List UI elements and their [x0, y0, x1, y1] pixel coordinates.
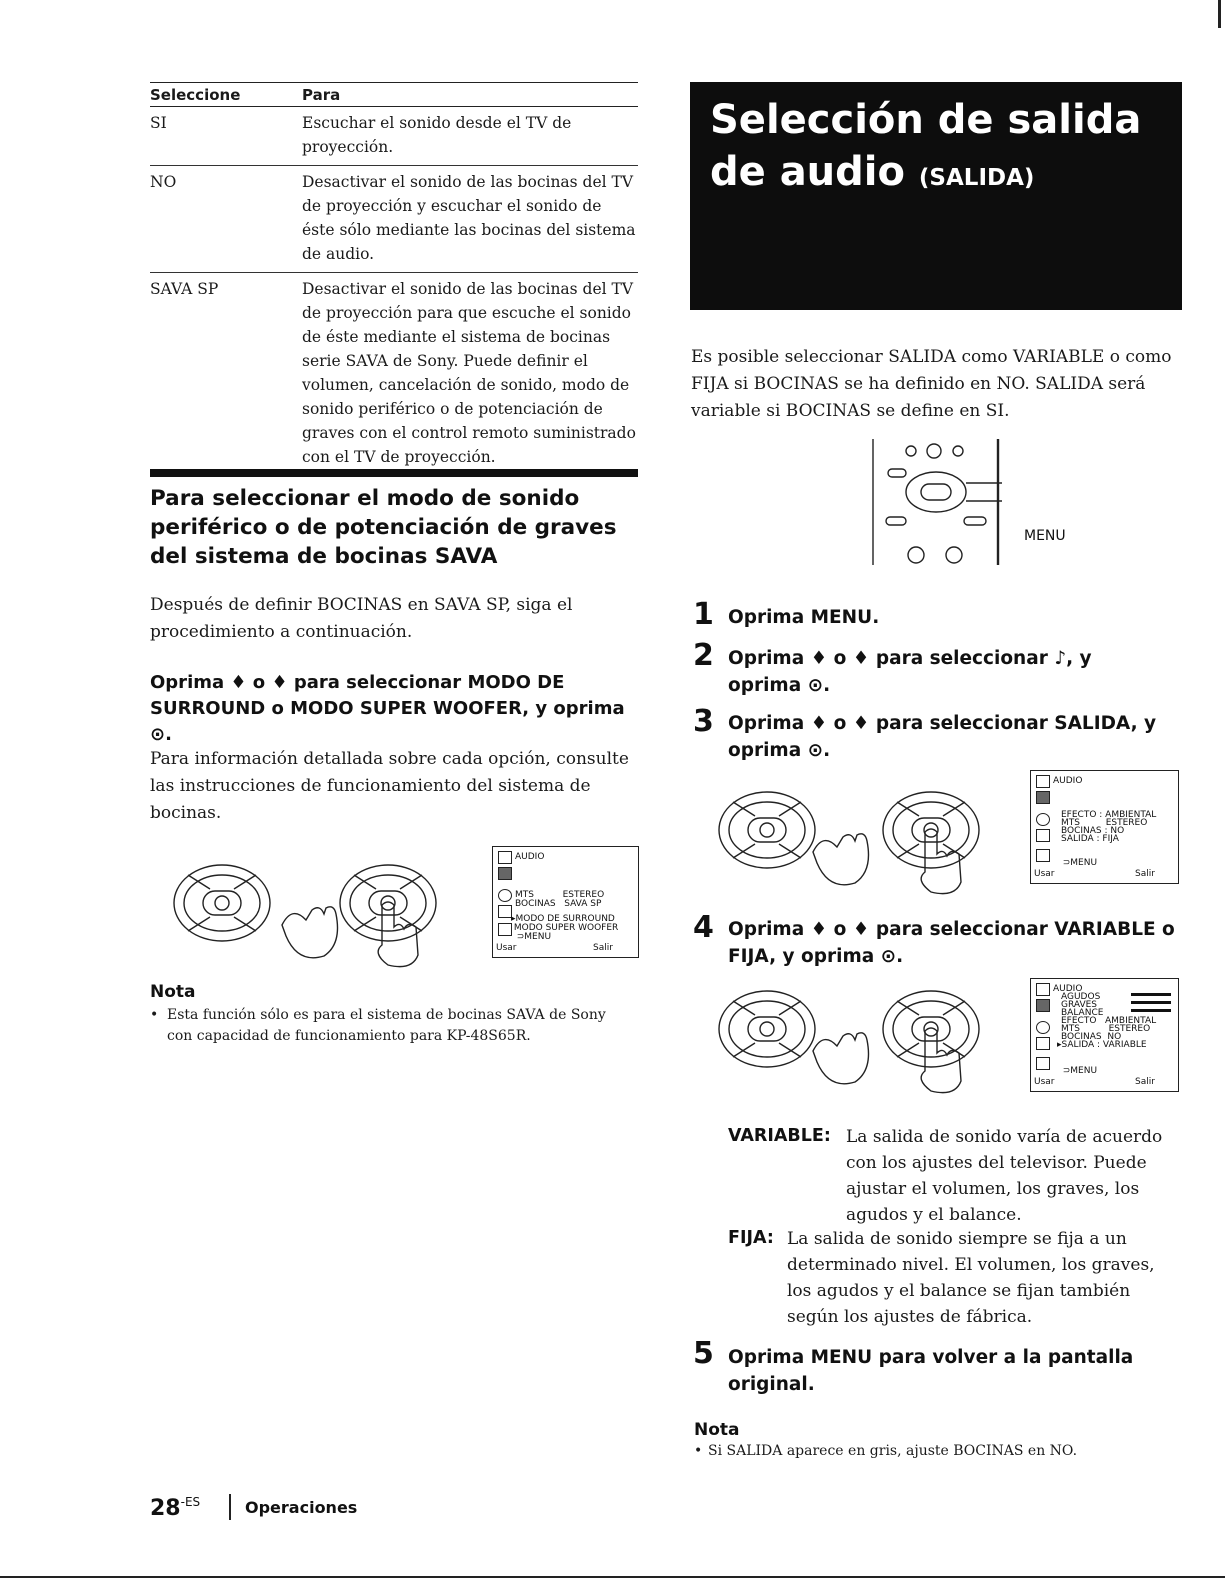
options-table [150, 82, 638, 476]
menu-footer-exit: Salir [1135, 869, 1155, 879]
bullet: • [694, 1443, 703, 1459]
left-intro: Después de definir BOCINAS en SAVA SP, siga el procedimiento a continuación. [150, 595, 573, 642]
row-description: Desactivar el sonido de las bocinas del TV de proyección y escuchar el sonido de éste sólo mediante las bocinas del sistema de audio. [302, 173, 636, 263]
remote-menu-label: MENU [1024, 528, 1066, 544]
menu-title: AUDIO [1053, 984, 1083, 994]
bullet: • [150, 1007, 159, 1023]
step-text: Oprima ♦ o ♦ para seleccionar VARIABLE o FIJA, y oprima ⊙. [728, 919, 1175, 967]
highlight-icon [1036, 999, 1050, 1012]
remote-control-illustration [872, 437, 1002, 567]
menu-line: ⊃MENU [1057, 1066, 1098, 1076]
section-divider [150, 469, 638, 477]
step-text: Oprima MENU para volver a la pantalla original. [728, 1347, 1134, 1395]
audio-menu-icon [498, 851, 512, 864]
step-text: Oprima MENU. [728, 607, 880, 628]
menu-line: ▸SALIDA : VARIABLE [1057, 1040, 1147, 1050]
menu-line: ⊃MENU [511, 932, 552, 942]
menu-line: EFECTO AMBIENTAL [1061, 1016, 1157, 1026]
menu-line: BALANCE [1061, 1008, 1104, 1018]
video-icon [498, 923, 512, 936]
left-note-text: Esta función sólo es para el sistema de bocinas SAVA de Sony con capacidad de funcionamiento para KP-48S65R. [167, 1007, 606, 1044]
table-row [150, 107, 638, 166]
highlight-icon [498, 867, 512, 880]
menu-footer-use: Usar [1034, 1077, 1055, 1087]
menu-footer-use: Usar [496, 943, 517, 953]
row-option: SAVA SP [150, 280, 219, 298]
right-note [694, 1441, 1174, 1462]
level-bar [1131, 1001, 1171, 1004]
remote-joystick-illustration [170, 855, 460, 975]
menu-line: BOCINAS : NO [1061, 826, 1125, 836]
step-number: 4 [693, 910, 714, 945]
edge-mark [1218, 0, 1221, 28]
section-heading: Para seleccionar el modo de sonido periférico o de potenciación de graves del sistema de bocinas SAVA [150, 486, 617, 569]
menu-line: MTS ESTEREO [1061, 818, 1148, 828]
menu-footer-exit: Salir [593, 943, 613, 953]
menu-line: BOCINAS NO [1061, 1032, 1122, 1042]
right-note-text: Si SALIDA aparece en gris, ajuste BOCINAS en NO. [708, 1443, 1078, 1459]
menu-footer-use: Usar [1034, 869, 1055, 879]
menu-line: BOCINAS SAVA SP [515, 899, 602, 909]
table-row [150, 166, 638, 273]
menu-line: ⊃MENU [1057, 858, 1098, 868]
step-number: 5 [693, 1336, 714, 1371]
menu-line: GRAVES [1061, 1000, 1097, 1010]
title-banner [690, 82, 1182, 310]
video-icon [1036, 849, 1050, 862]
def-text: La salida de sonido siempre se fija a un determinado nivel. El volumen, los graves, los agudos y el balance se fijan también según los ajustes de fábrica. [787, 1229, 1155, 1327]
right-note-heading: Nota [694, 1420, 740, 1440]
page-title [710, 94, 1141, 204]
menu-title: AUDIO [1053, 776, 1083, 786]
menu-line: ▸MODO DE SURROUND [511, 914, 615, 924]
timer-icon [1036, 1021, 1050, 1034]
page-number [150, 1496, 200, 1521]
row-option: SI [150, 114, 167, 132]
table-row [150, 273, 638, 476]
menu-line: MTS ESTEREO [515, 890, 605, 900]
highlight-icon [1036, 791, 1050, 804]
setup-icon [498, 905, 512, 918]
setup-icon [1036, 829, 1050, 842]
page-number-value: 28 [150, 1496, 181, 1521]
remote-joystick-illustration [715, 786, 1005, 896]
level-bar [1131, 993, 1171, 996]
step-number: 3 [693, 704, 714, 739]
row-description: Desactivar el sonido de las bocinas del TV de proyección para que escuche el sonido de éste mediante el sistema de bocinas serie SAVA de Sony. Puede definir el volumen, cancelación de sonido, modo de sonido periférico o de potenciación de graves con el control remoto suministrado con el TV de proyección. [302, 280, 636, 466]
remote-joystick-illustration [715, 985, 1005, 1095]
page-bottom-edge [0, 1576, 1225, 1578]
left-note-heading: Nota [150, 982, 196, 1002]
header-seleccione: Seleccione [150, 86, 241, 104]
on-screen-menu [492, 846, 639, 958]
page-lang: -ES [180, 1495, 201, 1509]
level-bar [1131, 1009, 1171, 1012]
step-text: Oprima ♦ o ♦ para seleccionar SALIDA, y oprima ⊙. [728, 713, 1157, 761]
row-description: Escuchar el sonido desde el TV de proyección. [302, 114, 572, 156]
left-step-heading: Oprima ♦ o ♦ para seleccionar MODO DE SURROUND o MODO SUPER WOOFER, y oprima ⊙. [150, 672, 625, 745]
menu-footer-exit: Salir [1135, 1077, 1155, 1087]
title-suffix: (SALIDA) [918, 165, 1035, 191]
audio-menu-icon [1036, 983, 1050, 996]
menu-line: SALIDA : FIJA [1061, 834, 1119, 844]
title-line2: de audio [710, 149, 905, 195]
menu-line: EFECTO : AMBIENTAL [1061, 810, 1157, 820]
def-text: La salida de sonido varía de acuerdo con los ajustes del televisor. Puede ajustar el volumen, los graves, los agudos y el balance. [846, 1127, 1163, 1225]
menu-line: AGUDOS [1061, 992, 1101, 1002]
step-number: 2 [693, 638, 714, 673]
video-icon [1036, 1057, 1050, 1070]
step-text: Oprima ♦ o ♦ para seleccionar ♪, y oprima ⊙. [728, 648, 1092, 696]
on-screen-menu [1030, 978, 1179, 1092]
title-line1: Selección de salida [710, 97, 1142, 143]
def-term: FIJA: [728, 1228, 774, 1248]
menu-title: AUDIO [515, 852, 545, 862]
row-option: NO [150, 173, 177, 191]
setup-icon [1036, 1037, 1050, 1050]
on-screen-menu [1030, 770, 1179, 884]
right-intro: Es posible seleccionar SALIDA como VARIABLE o como FIJA si BOCINAS se ha definido en NO. SALIDA será variable si BOCINAS se define en SI. [691, 347, 1172, 421]
def-term: VARIABLE: [728, 1126, 831, 1146]
step-number: 1 [693, 597, 714, 632]
timer-icon [1036, 813, 1050, 826]
left-note [150, 1005, 635, 1047]
footer-divider [229, 1494, 231, 1520]
footer-section: Operaciones [245, 1498, 358, 1517]
audio-menu-icon [1036, 775, 1050, 788]
table-header [150, 82, 638, 107]
header-para: Para [302, 86, 341, 104]
menu-line: MTS ESTEREO [1061, 1024, 1151, 1034]
menu-line: MODO SUPER WOOFER [511, 923, 619, 933]
left-step-body: Para información detallada sobre cada opción, consulte las instrucciones de funcionamiento del sistema de bocinas. [150, 749, 629, 823]
timer-icon [498, 889, 512, 902]
